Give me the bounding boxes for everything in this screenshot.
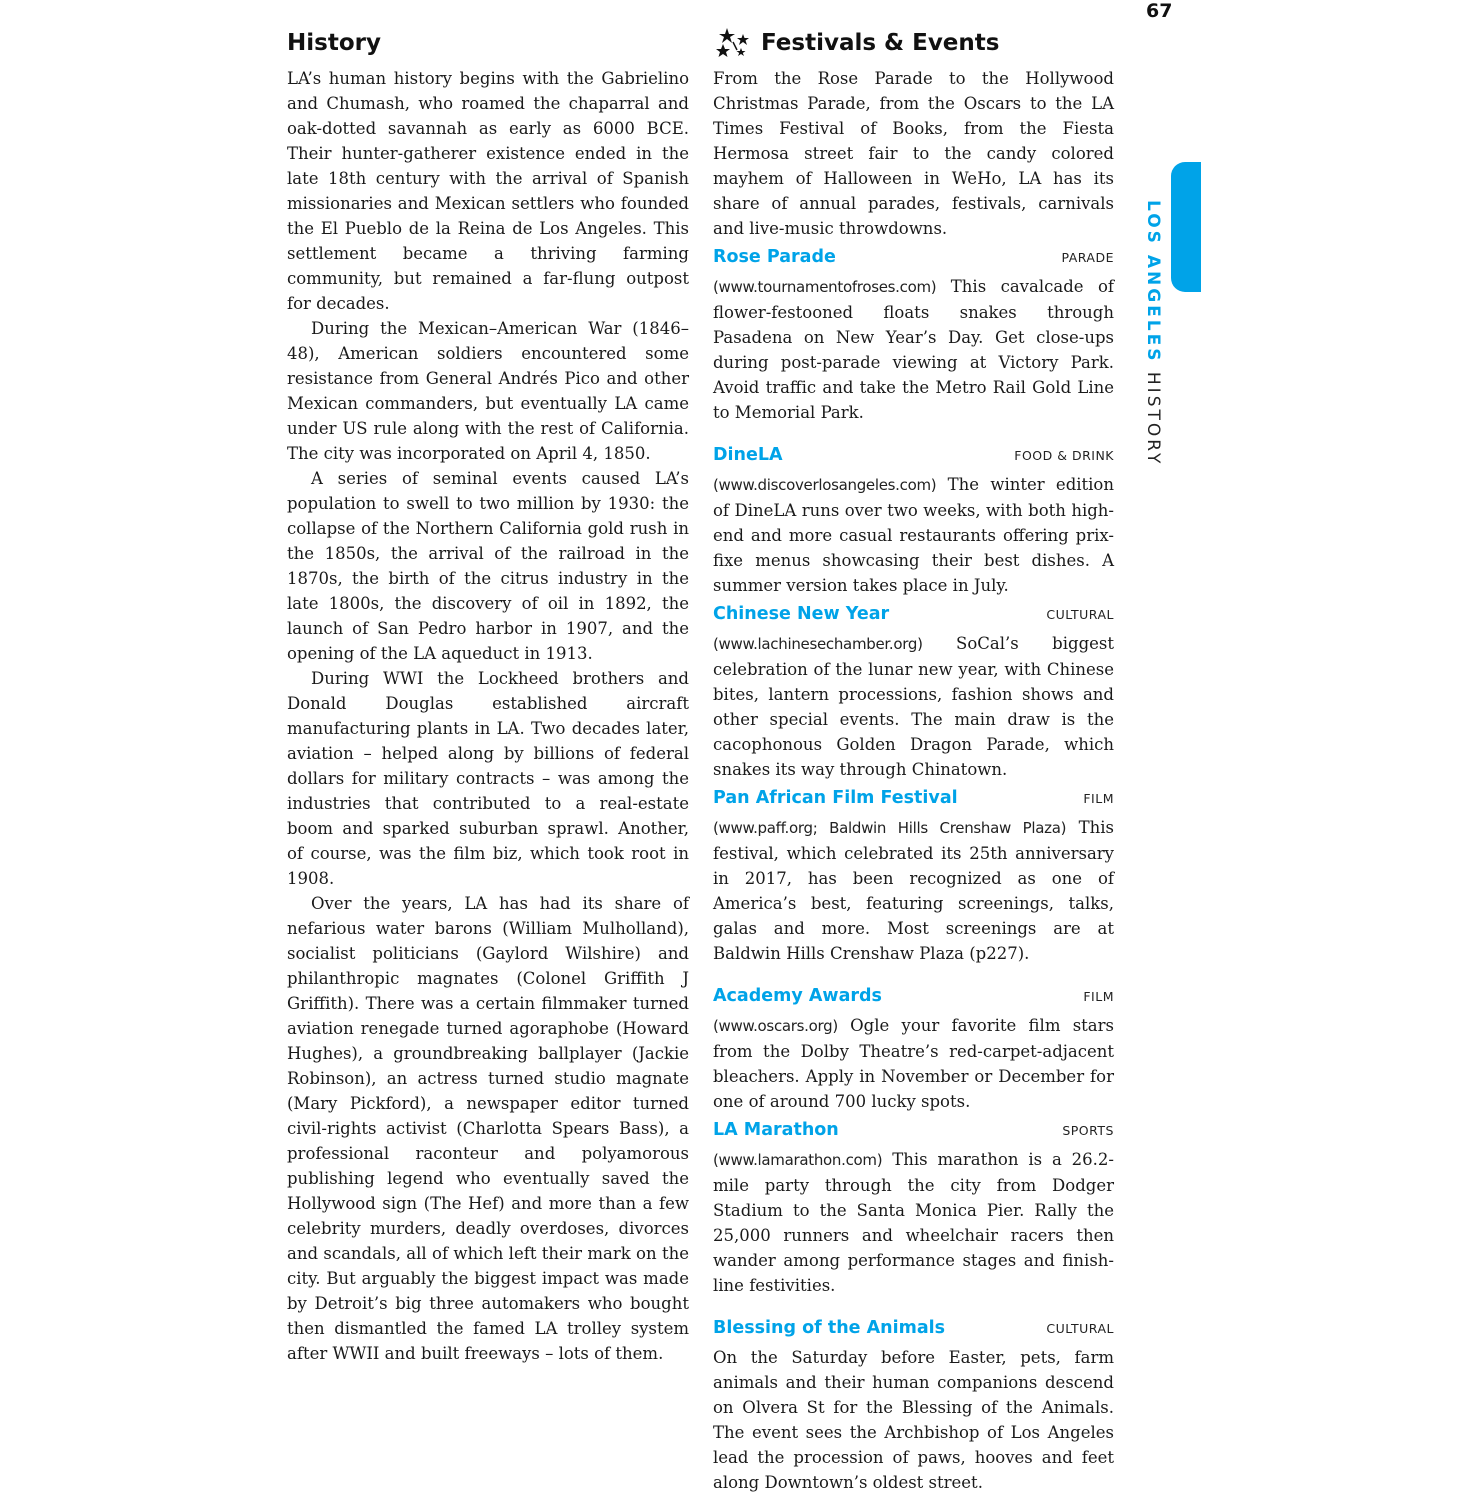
festival-entry-rose-parade <box>713 247 1114 425</box>
festival-name: Academy Awards <box>713 986 882 1006</box>
history-column <box>287 26 689 1366</box>
festival-description: SoCal’s biggest celebration of the lunar new year, with Chinese bites, lantern processions, fashion shows and other special events. The main draw is the cacophonous Golden Dragon Parade, which snakes its way through Chinatown. <box>713 634 1114 779</box>
festival-name: Chinese New Year <box>713 604 890 624</box>
festival-category: SPORTS <box>1062 1123 1114 1138</box>
running-header-city: LOS ANGELES <box>1143 200 1163 364</box>
festival-description: Ogle your favorite film stars from the Dolby Theatre’s red-carpet-adjacent bleachers. Apply in November or December for one of around 700 lucky spots. <box>713 1016 1114 1111</box>
side-tab-marker <box>1171 162 1201 292</box>
festivals-heading-text: Festivals & Events <box>761 30 1000 56</box>
festival-description: This cavalcade of flower-festooned floats snakes through Pasadena on New Year’s Day. Get close-ups during post-parade viewing at Victory Park. Avoid traffic and take the Metro Rail Gold Line to Memorial Park. <box>713 277 1114 422</box>
page-number: 67 <box>1146 0 1173 22</box>
festivals-heading <box>713 26 1114 60</box>
running-header <box>1143 200 1163 466</box>
festival-category: CULTURAL <box>1046 1321 1114 1336</box>
festival-url: (www.paff.org; Baldwin Hills Crenshaw Plaza) <box>713 819 1067 837</box>
festival-category: FOOD & DRINK <box>1014 448 1114 463</box>
history-paragraph: During WWI the Lockheed brothers and Donald Douglas established aircraft manufacturing plants in LA. Two decades later, aviation – helped along by billions of federal dollars for military contracts – was among the industries that contributed to a real-estate boom and sparked suburban sprawl. Another, of course, was the film biz, which took root in 1908. <box>287 669 689 888</box>
festival-url: (www.lamarathon.com) <box>713 1151 883 1169</box>
history-paragraph: LA’s human history begins with the Gabrielino and Chumash, who roamed the chaparral and oak-dotted savannah as early as 6000 BCE. Their hunter-gatherer existence ended in the late 18th century with the arrival of Spanish missionaries and Mexican settlers who founded the El Pueblo de la Reina de Los Angeles. This settlement became a thriving farming community, but remained a far-flung outpost for decades. <box>287 69 689 313</box>
festival-entry-dinela <box>713 445 1114 598</box>
history-paragraph: A series of seminal events caused LA’s population to swell to two million by 1930: the collapse of the Northern California gold rush in the 1850s, the arrival of the railroad in the 1870s, the birth of the citrus industry in the late 1800s, the discovery of oil in 1892, the launch of San Pedro harbor in 1907, and the opening of the LA aqueduct in 1913. <box>287 469 689 663</box>
festival-category: CULTURAL <box>1046 607 1114 622</box>
festivals-intro: From the Rose Parade to the Hollywood Christmas Parade, from the Oscars to the LA Times Festival of Books, from the Fiesta Hermosa street fair to the candy colored mayhem of Halloween in WeHo, LA has its share of annual parades, festivals, carnivals and live-music throwdowns. <box>713 69 1114 238</box>
festival-name: DineLA <box>713 445 783 465</box>
festival-description: On the Saturday before Easter, pets, farm animals and their human companions descend on Olvera St for the Blessing of the Animals. The event sees the Archbishop of Los Angeles lead the procession of paws, hooves and feet along Downtown’s oldest street. <box>713 1348 1114 1492</box>
history-heading: History <box>287 30 381 56</box>
festival-url: (www.discoverlosangeles.com) <box>713 476 937 494</box>
festival-name: Rose Parade <box>713 247 836 267</box>
festival-description: This festival, which celebrated its 25th anniversary in 2017, has been recognized as one of America’s best, featuring screenings, talks, galas and more. Most screenings are at Baldwin Hills Crenshaw Plaza (p227). <box>713 818 1115 963</box>
running-header-section: HISTORY <box>1143 371 1163 467</box>
festival-entry-academy-awards <box>713 986 1114 1114</box>
fireworks-icon <box>713 26 753 60</box>
festival-category: FILM <box>1083 989 1114 1004</box>
festival-entry-la-marathon <box>713 1120 1114 1298</box>
festival-url: (www.tournamentofroses.com) <box>713 278 937 296</box>
festival-name: Pan African Film Festival <box>713 788 958 808</box>
festivals-column <box>713 26 1114 1495</box>
festival-entry-chinese-new-year <box>713 604 1114 782</box>
festival-category: FILM <box>1083 791 1114 806</box>
festival-category: PARADE <box>1061 250 1114 265</box>
festival-description: The winter edition of DineLA runs over two weeks, with both high-end and more casual restaurants offering prix-fixe menus showcasing their best dishes. A summer version takes place in July. <box>713 475 1114 595</box>
festival-name: LA Marathon <box>713 1120 839 1140</box>
festival-url: (www.lachinesechamber.org) <box>713 635 923 653</box>
festival-url: (www.oscars.org) <box>713 1017 838 1035</box>
festival-name: Blessing of the Animals <box>713 1318 946 1338</box>
festival-entry-blessing-of-the-animals <box>713 1318 1114 1495</box>
history-paragraph: During the Mexican–American War (1846–48), American soldiers encountered some resistance from General Andrés Pico and other Mexican commanders, but eventually LA came under US rule along with the rest of California. The city was incorporated on April 4, 1850. <box>287 319 689 463</box>
festival-entry-pan-african-film-festival <box>713 788 1114 966</box>
history-paragraph: Over the years, LA has had its share of nefarious water barons (William Mulholland), socialist politicians (Gaylord Wilshire) and philanthropic magnates (Colonel Griffith J Griffith). There was a certain filmmaker turned aviation renegade turned agoraphobe (Howard Hughes), a groundbreaking ballplayer (Jackie Robinson), an actress turned studio magnate (Mary Pickford), a newspaper editor turned civil-rights activist (Charlotta Spears Bass), a professional raconteur and polyamorous publishing legend who eventually saved the Hollywood sign (The Hef) and more than a few celebrity murders, deadly overdoses, divorces and scandals, all of which left their mark on the city. But arguably the biggest impact was made by Detroit’s big three automakers who bought then dismantled the famed LA trolley system after WWII and built freeways – lots of them. <box>287 894 689 1363</box>
festival-description: This marathon is a 26.2-mile party through the city from Dodger Stadium to the Santa Monica Pier. Rally the 25,000 runners and wheelchair racers then wander among performance stages and finish-line festivities. <box>713 1150 1114 1295</box>
